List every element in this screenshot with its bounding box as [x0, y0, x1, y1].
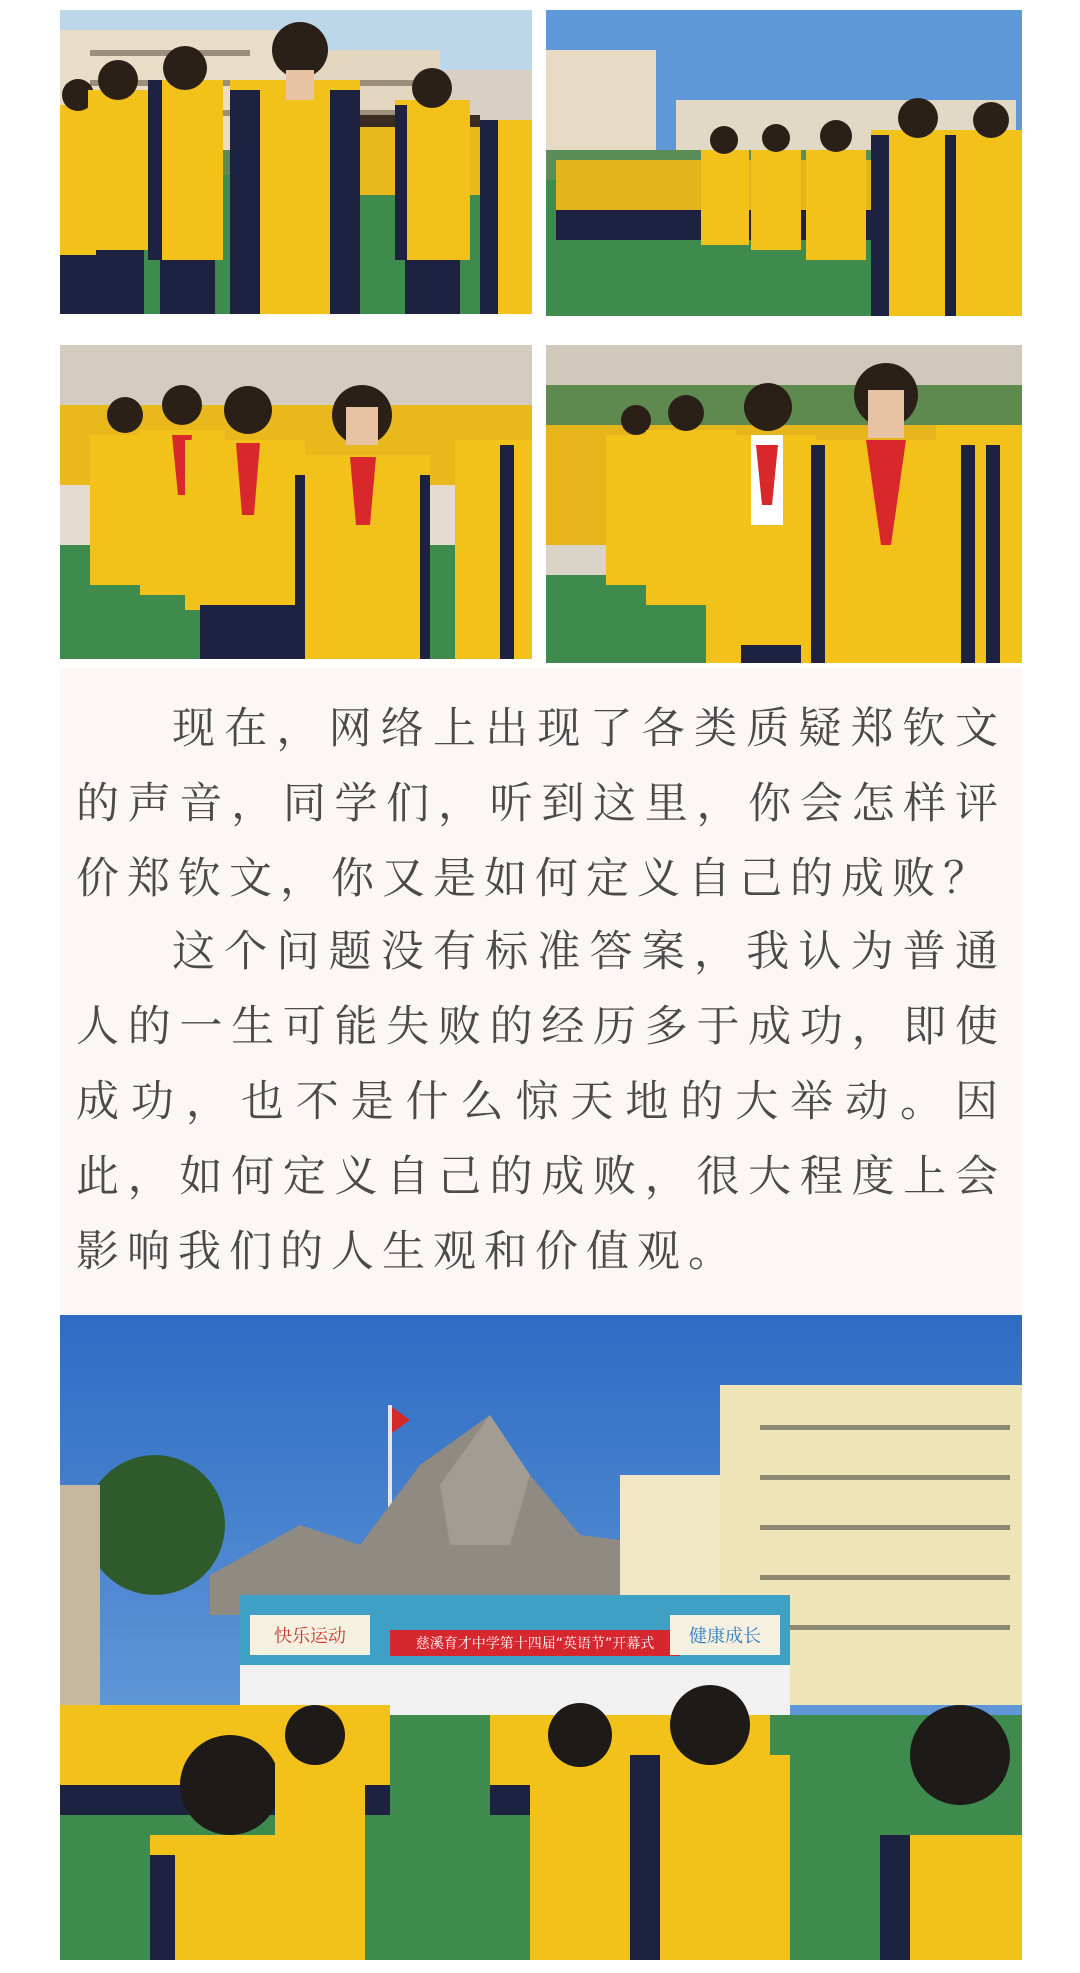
article-paragraph-2: 这个问题没有标准答案，我认为普通人的一生可能失败的经历多于成功，即使成功，也不是什么惊天地的大举动。因此，如何定义自己的成败，很大程度上会影响我们的人生观和价值观。: [76, 927, 1006, 1277]
article-text-card: [60, 668, 1022, 1313]
students-lineup-photo-1: [60, 10, 532, 314]
school-ceremony-photo: [60, 1315, 1022, 1960]
students-red-scarf-photo-2: [546, 345, 1022, 663]
students-lineup-photo-2: [546, 10, 1022, 316]
banner-right-slogan: 健康成长: [689, 1626, 761, 1647]
banner-title: 慈溪育才中学第十四届“英语节”开幕式: [415, 1636, 655, 1652]
article-paragraph-1: 现在，网络上出现了各类质疑郑钦文的声音，同学们，听到这里，你会怎样评价郑钦文，你又是如何定义自己的成败？: [76, 704, 1006, 904]
students-red-scarf-photo-1: [60, 345, 532, 659]
banner-left-slogan: 快乐运动: [274, 1626, 346, 1647]
